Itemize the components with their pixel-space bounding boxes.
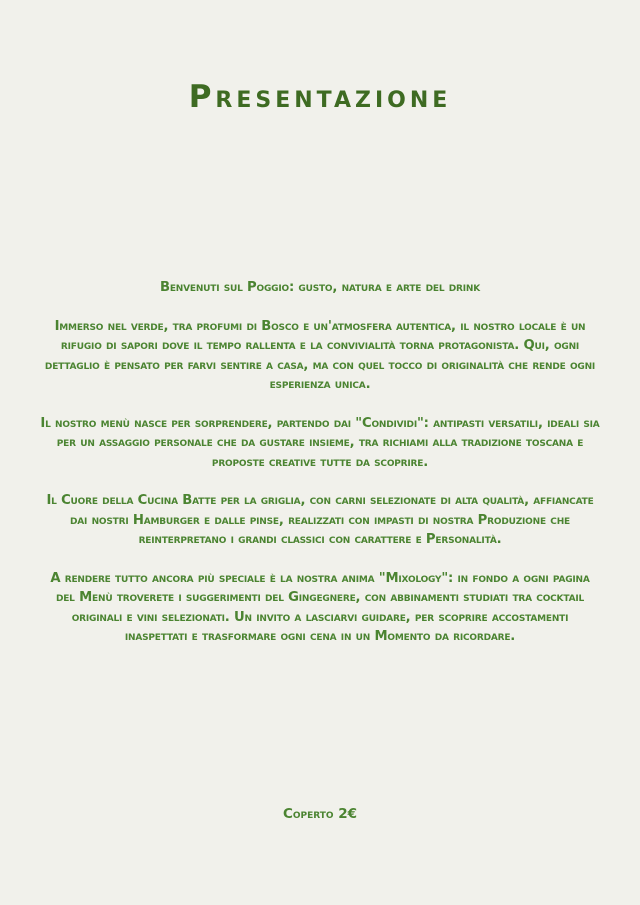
paragraph-mixology: A rendere tutto ancora più speciale è la nostra anima "Mixology": in fondo a ogni pagina del Menù troverete i suggerimenti del Gingegnere, con abbinamenti studiati tra cocktail originali e vini selezionati. Un invito a lasciarvi guidare, per scoprire accostamenti inaspettati e trasformare ogni cena in un Momento da ricordare. <box>50 570 590 644</box>
paragraph-menu: Il nostro menù nasce per sorprendere, partendo dai "Condividi": antipasti versatili, ideali sia per un assaggio personale che da gustare insieme, tra richiami alla tradizione toscana e proposte creative tutte da scoprire. <box>40 415 600 470</box>
page-title: Presentazione <box>188 78 452 115</box>
paragraph-grill: Il Cuore della Cucina Batte per la griglia, con carni selezionate di alta qualità, affiancate dai nostri Hamburger e dalle pinse, realizzati con impasti di nostra Produzione che reinterpretano i grandi classici con carattere e Personalità. <box>46 493 594 547</box>
presentation-content <box>40 278 600 666</box>
paragraph-intro: Immerso nel verde, tra profumi di Bosco e un'atmosfera autentica, il nostro locale è un rifugio di sapori dove il tempo rallenta e la convivialità torna protagonista. Qui, ogni dettaglio è pensato per farvi sentire a casa, ma con quel tocco di originalità che rende ogni esperienza unica. <box>44 318 596 392</box>
subtitle: Benvenuti sul Poggio: gusto, natura e arte del drink <box>159 280 481 295</box>
cover-charge: Coperto 2€ <box>282 806 358 822</box>
